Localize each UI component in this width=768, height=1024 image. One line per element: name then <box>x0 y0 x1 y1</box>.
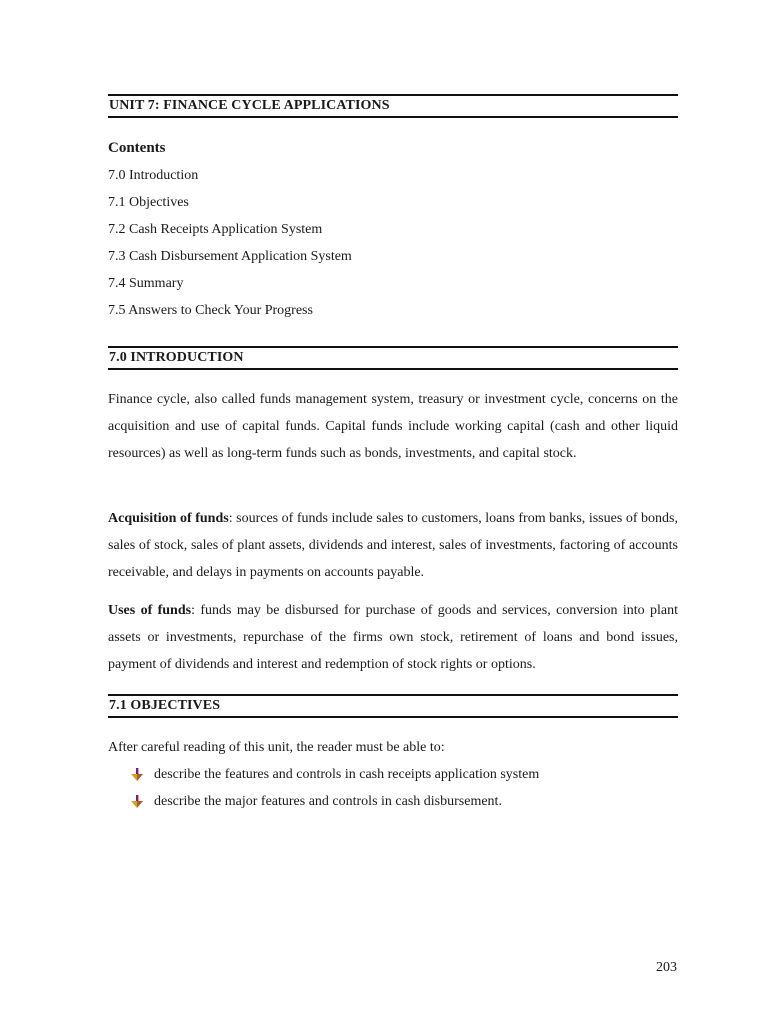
toc-item-cash-disbursement: 7.3 Cash Disbursement Application System <box>108 249 352 264</box>
acquisition-paragraph <box>108 505 678 586</box>
objectives-heading: 7.1 OBJECTIVES <box>108 694 678 718</box>
toc-item-answers: 7.5 Answers to Check Your Progress <box>108 303 313 318</box>
unit-heading: UNIT 7: FINANCE CYCLE APPLICATIONS <box>108 94 678 118</box>
toc-item-summary: 7.4 Summary <box>108 276 184 291</box>
objectives-intro: After careful reading of this unit, the reader must be able to: <box>108 740 445 755</box>
objective-bullet-1 <box>130 765 539 785</box>
objective-bullet-text: describe the features and controls in cash receipts application system <box>154 767 540 782</box>
objective-bullet-text: describe the major features and controls in cash disbursement. <box>154 794 502 809</box>
objective-bullet-2 <box>130 792 502 812</box>
down-arrow-bullet-icon <box>130 768 144 782</box>
toc-item-introduction: 7.0 Introduction <box>108 168 199 183</box>
acquisition-label: Acquisition of funds <box>108 511 229 526</box>
introduction-heading: 7.0 INTRODUCTION <box>108 346 678 370</box>
contents-title: Contents <box>108 140 166 156</box>
uses-label: Uses of funds <box>108 603 192 618</box>
uses-text: : funds may be disbursed for purchase of goods and services, conversion into plant assets or investments, repurchase of the firms own stock, retirement of loans and bond issues, payment of dividends and interest and redemption of stock rights or options. <box>108 603 679 672</box>
toc-item-objectives: 7.1 Objectives <box>108 195 189 210</box>
uses-paragraph <box>108 597 678 678</box>
toc-item-cash-receipts: 7.2 Cash Receipts Application System <box>108 222 323 237</box>
introduction-paragraph: Finance cycle, also called funds management system, treasury or investment cycle, concerns on the acquisition and use of capital funds. Capital funds include working capital (cash and other liquid resources) as well as long-term funds such as bonds, investments, and capital stock. <box>108 392 678 461</box>
page-number: 203 <box>656 960 677 975</box>
acquisition-text: : sources of funds include sales to customers, loans from banks, issues of bonds, sales of stock, sales of plant assets, dividends and interest, sales of investments, factoring of accounts receivable, and delays in payments on accounts payable. <box>108 511 678 580</box>
down-arrow-bullet-icon <box>130 795 144 809</box>
